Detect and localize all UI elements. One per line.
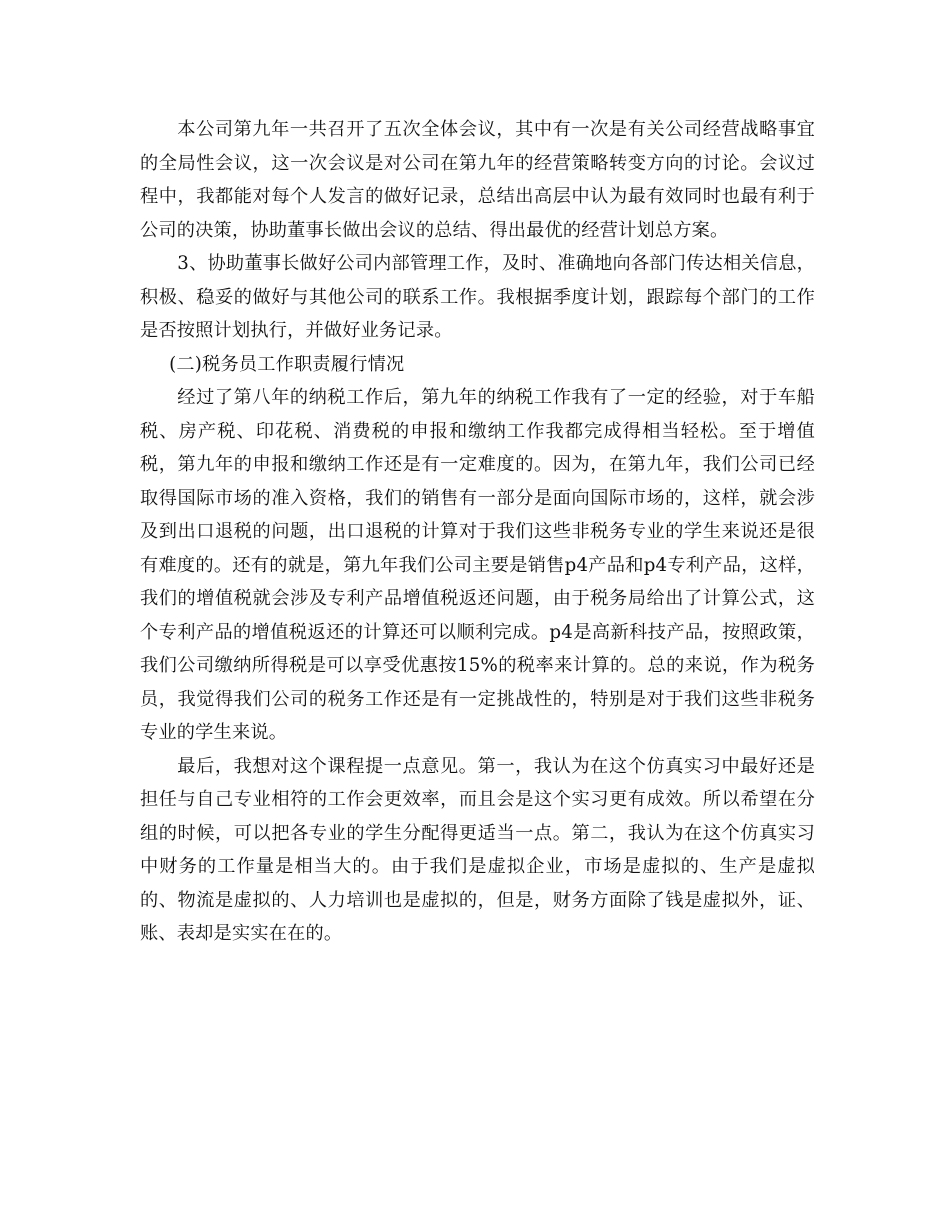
- paragraph-suggestions: 最后，我想对这个课程提一点意见。第一，我认为在这个仿真实习中最好还是担任与自己专业相符的工作会更效率，而且会是这个实习更有成效。所以希望在分组的时候，可以把各专业的学生分配得更适当一点。第二，我认为在这个仿真实习中财务的工作量是相当大的。由于我们是虚拟企业，市场是虚拟的、生产是虚拟的、物流是虚拟的、人力培训也是虚拟的，但是，财务方面除了钱是虚拟外，证、账、表却是实实在在的。: [140, 755, 815, 944]
- paragraph-meetings: 本公司第九年一共召开了五次全体会议，其中有一次是有关公司经营战略事宜的全局性会议，这一次会议是对公司在第九年的经营策略转变方向的讨论。会议过程中，我都能对每个人发言的做好记录，总结出高层中认为最有效同时也最有利于公司的决策，协助董事长做出会议的总结、得出最优的经营计划总方案。: [140, 119, 815, 241]
- paragraph-management: 3、协助董事长做好公司内部管理工作，及时、准确地向各部门传达相关信息，积极、稳妥的做好与其他公司的联系工作。我根据季度计划，跟踪每个部门的工作是否按照计划执行，并做好业务记录。: [140, 253, 815, 341]
- document-body: [140, 113, 815, 951]
- paragraph-tax-work: 经过了第八年的纳税工作后，第九年的纳税工作我有了一定的经验，对于车船税、房产税、印花税、消费税的申报和缴纳工作我都完成得相当轻松。至于增值税，第九年的申报和缴纳工作还是有一定难度的。因为，在第九年，我们公司已经取得国际市场的准入资格，我们的销售有一部分是面向国际市场的，这样，就会涉及到出口退税的问题，出口退税的计算对于我们这些非税务专业的学生来说还是很有难度的。还有的就是，第九年我们公司主要是销售p4产品和p4专利产品，这样，我们的增值税就会涉及专利产品增值税返还问题，由于税务局给出了计算公式，这个专利产品的增值税返还的计算还可以顺利完成。p4是高新科技产品，按照政策，我们公司缴纳所得税是可以享受优惠按15%的税率来计算的。总的来说，作为税务员，我觉得我们公司的税务工作还是有一定挑战性的，特别是对于我们这些非税务专业的学生来说。: [140, 387, 815, 743]
- section-heading-tax-duties: (二)税务员工作职责履行情况: [169, 353, 405, 375]
